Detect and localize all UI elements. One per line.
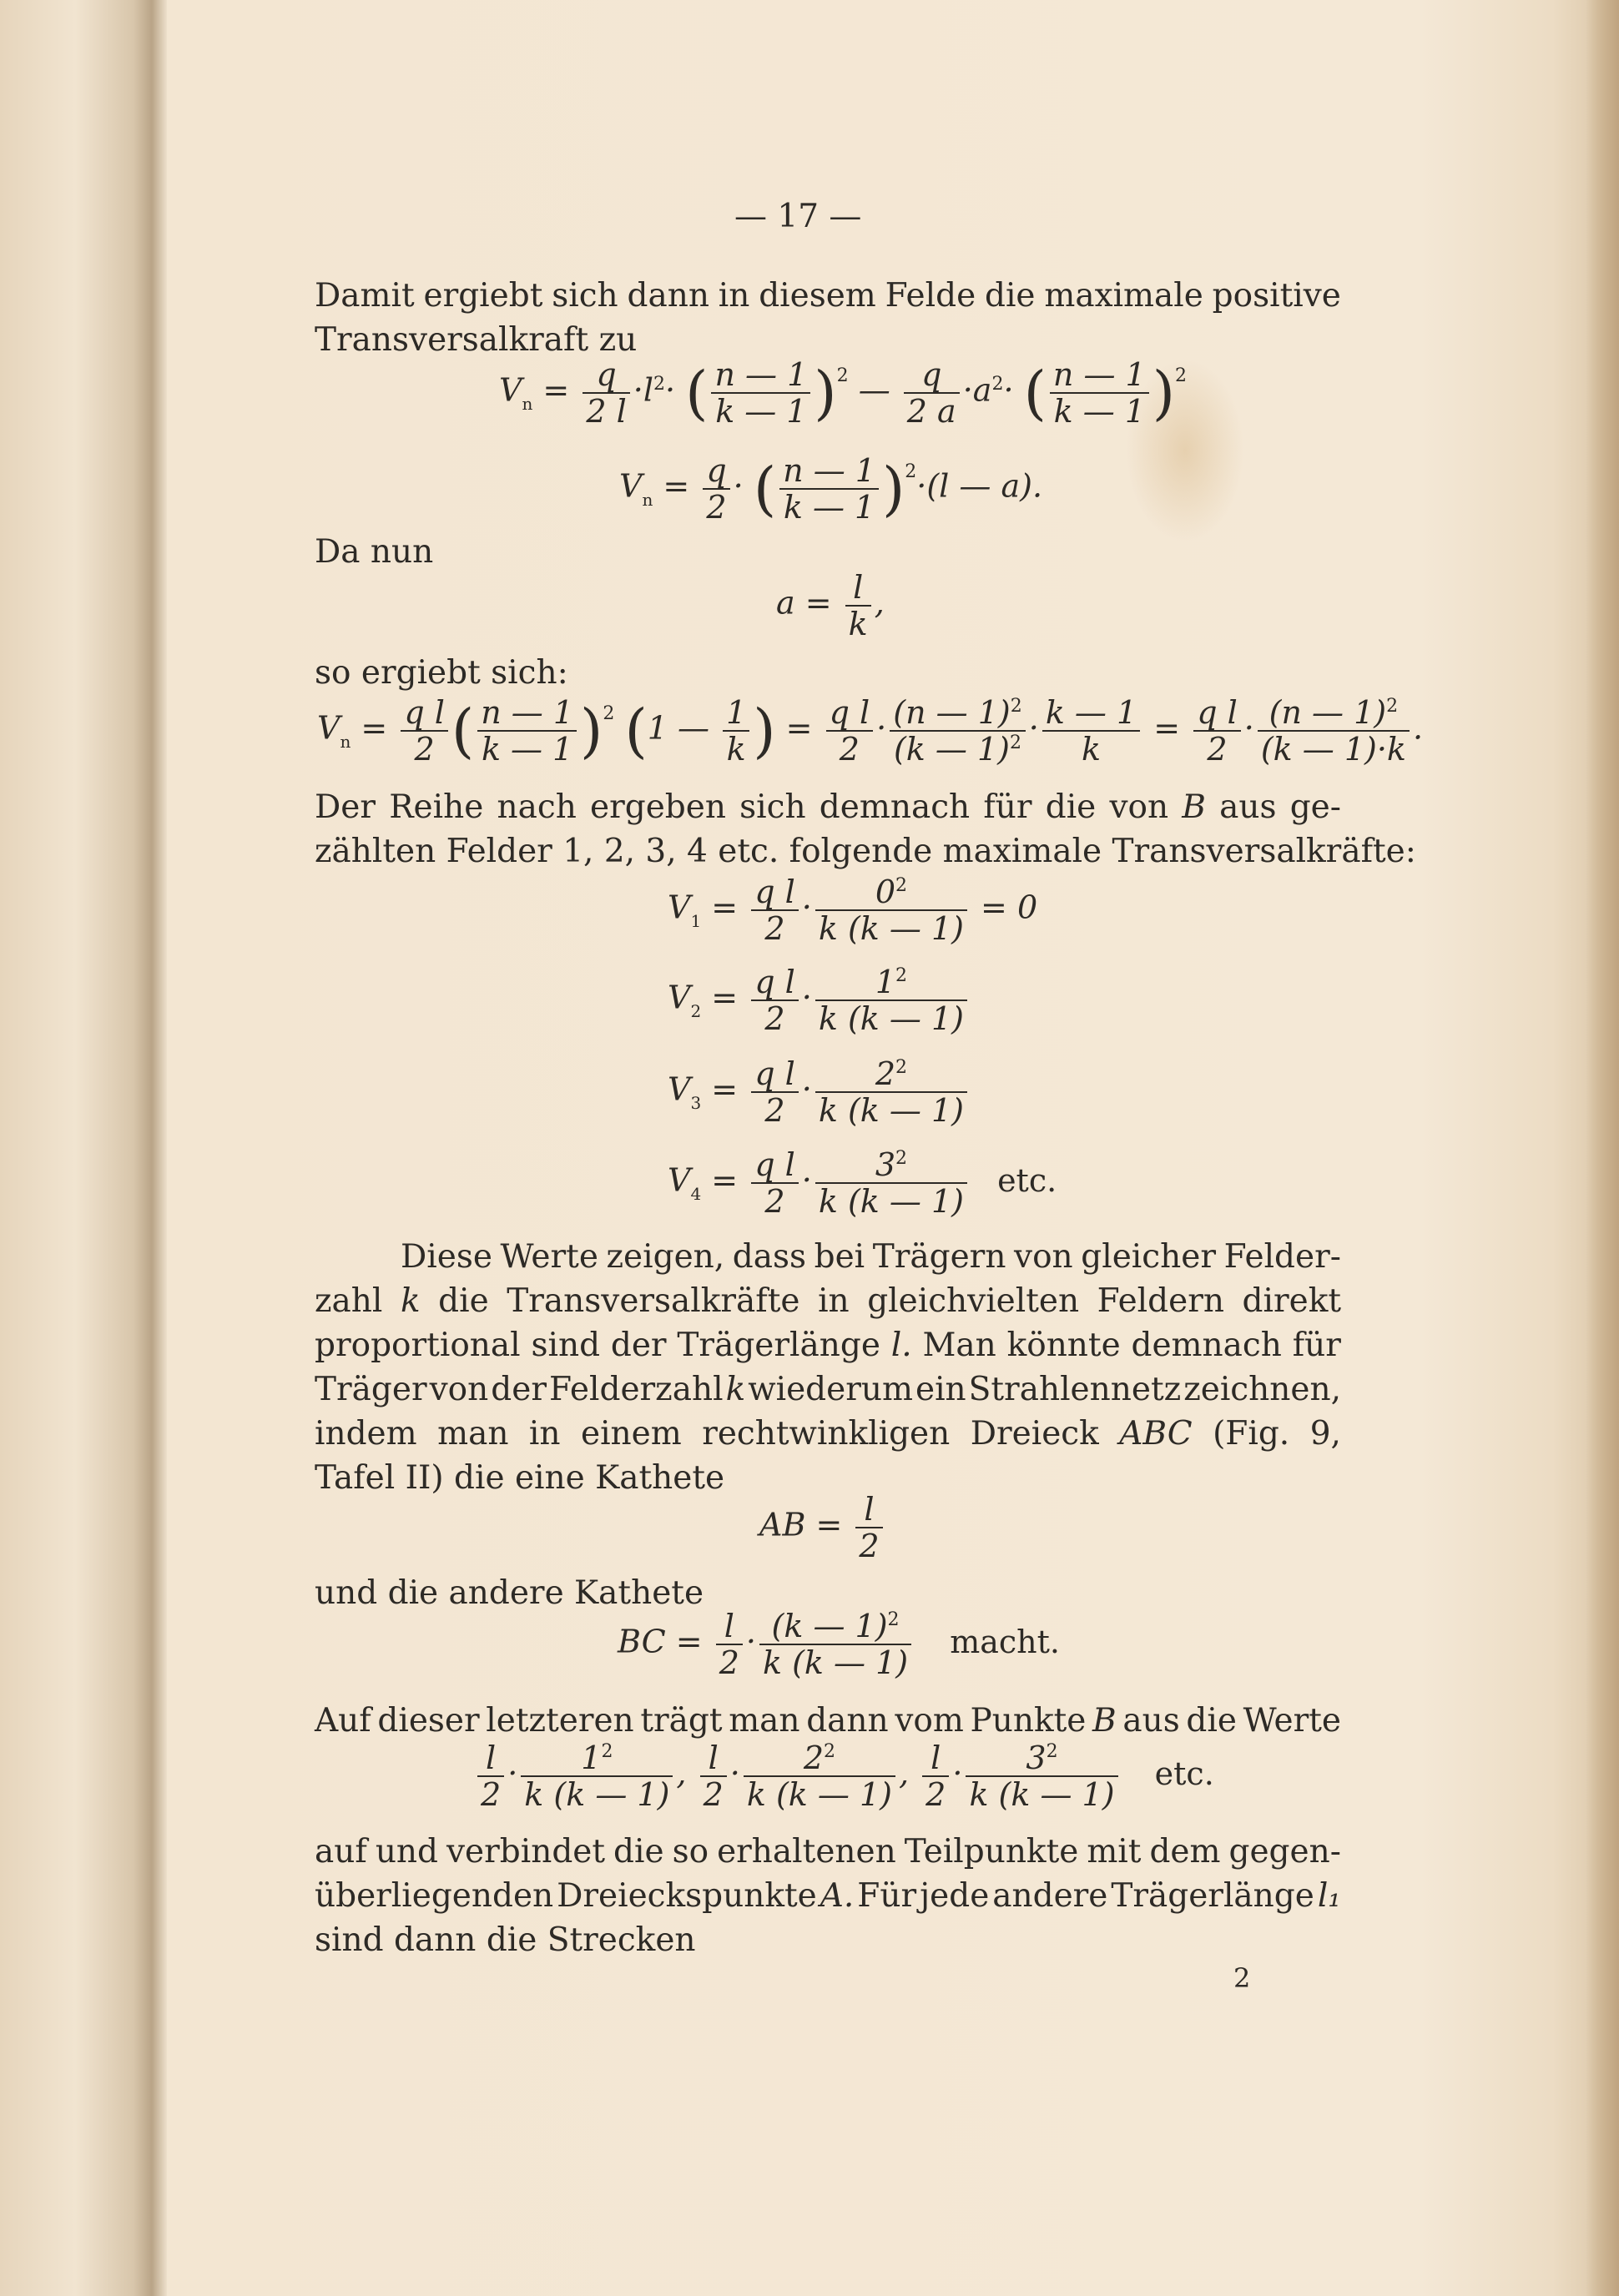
text-line: Diese Werte zeigen, dass bei Trägern von gleicher Felder- — [401, 1238, 1341, 1276]
formula-ab: AB = $\frac{l}{2}$ — [759, 1493, 886, 1562]
text-line: proportional sind der Trägerlänge l. Man könnte demnach für — [315, 1327, 1341, 1364]
formula-v2: $V_2$ = $\frac{\text{q l}}{2}$ · $\frac{1^2}{k (k — 1)}$ — [668, 966, 971, 1035]
formula-vn-1: $V_n$ = $\frac{q}{2 l}$ $\cdot l^2\cdot$ ( $\frac{n — 1}{k — 1}$ )$^2$ — $\frac{q}{2 a}$ $\cdot a^2\cdot$ ( $\frac{n — 1}{k — 1}$ )$^2$ — [499, 356, 1188, 430]
formula-vn-3: $V_n$ = $\frac{\text{q l}}{2}$ ( $\frac{n — 1}{k — 1}$ )$^2$ (1 — $\frac{1}{k}$ ) = $\frac{\text{q l}}{2}$ · $\frac{(n — 1)^2}{(k — 1)^2}$ · $\frac{k — 1}{k}$ = $\frac{\text{q l}}{2}$ · $\frac{(n — 1)^2}{(k — 1)\cdot k}$ . — [317, 694, 1424, 768]
formula-bc: BC = $\frac{l}{2}$ · $\frac{(k — 1)^2}{k (k — 1)}$ macht. — [618, 1608, 1060, 1681]
formula-vn-2: $V_n$ = $\frac{q}{2}$ · ( $\frac{n — 1}{k — 1}$ )$^2$·(l — a). — [619, 452, 1043, 526]
text-line: Der Reihe nach ergeben sich demnach für die von B aus ge- — [315, 788, 1341, 826]
text-line: Transversalkraft zu — [315, 321, 638, 359]
page-edge — [1586, 0, 1619, 2296]
text-line: Träger von der Felderzahl k wiederum ein Strahlennetz zeichnen, — [315, 1371, 1341, 1408]
formula-v1: $V_1$ = $\frac{\text{q l}}{2}$ · $\frac{0^2}{k (k — 1)}$ = 0 — [668, 874, 1038, 947]
formula-v3: $V_3$ = $\frac{\text{q l}}{2}$ · $\frac{2^2}{k (k — 1)}$ — [668, 1058, 971, 1126]
text-line: zahl k die Transversalkräfte in gleichvielten Feldern direkt — [315, 1282, 1341, 1320]
formula-a: a = $\frac{l}{k}$ , — [776, 569, 885, 642]
text-line: indem man in einem rechtwinkligen Dreieck ABC (Fig. 9, — [315, 1415, 1341, 1453]
text-line: überliegenden Dreieckspunkte A. Für jede andere Trägerlänge l₁ — [315, 1877, 1341, 1915]
signature-mark: 2 — [1233, 1962, 1251, 1994]
page-gutter — [0, 0, 167, 2296]
text-line: sind dann die Strecken — [315, 1921, 696, 1959]
text-line: auf und verbindet die so erhaltenen Teilpunkte mit dem gegen- — [315, 1833, 1341, 1871]
text-line: und die andere Kathete — [315, 1574, 704, 1612]
text-line: Damit ergiebt sich dann in diesem Felde die maximale positive — [315, 277, 1341, 315]
text-line: zählten Felder 1, 2, 3, 4 etc. folgende maximale Transversalkräfte: — [315, 833, 1416, 870]
text-line: Da nun — [315, 533, 434, 571]
page-number: — 17 — — [734, 198, 862, 235]
formula-v4: $V_4$ = $\frac{\text{q l}}{2}$ · $\frac{3^2}{k (k — 1)}$ etc. — [668, 1146, 1057, 1220]
text-line: Auf dieser letzteren trägt man dann vom Punkte B aus die Werte — [315, 1702, 1341, 1740]
formula-values: $\frac{l}{2}$ · $\frac{1^2}{k (k — 1)}$ , $\frac{l}{2}$ · $\frac{2^2}{k (k — 1)}$ , $\frac{l}{2}$ · $\frac{3^2}{k (k — 1)}$ etc. — [474, 1742, 1214, 1810]
text-line: so ergiebt sich: — [315, 654, 568, 692]
text-line: Tafel II) die eine Kathete — [315, 1459, 725, 1497]
